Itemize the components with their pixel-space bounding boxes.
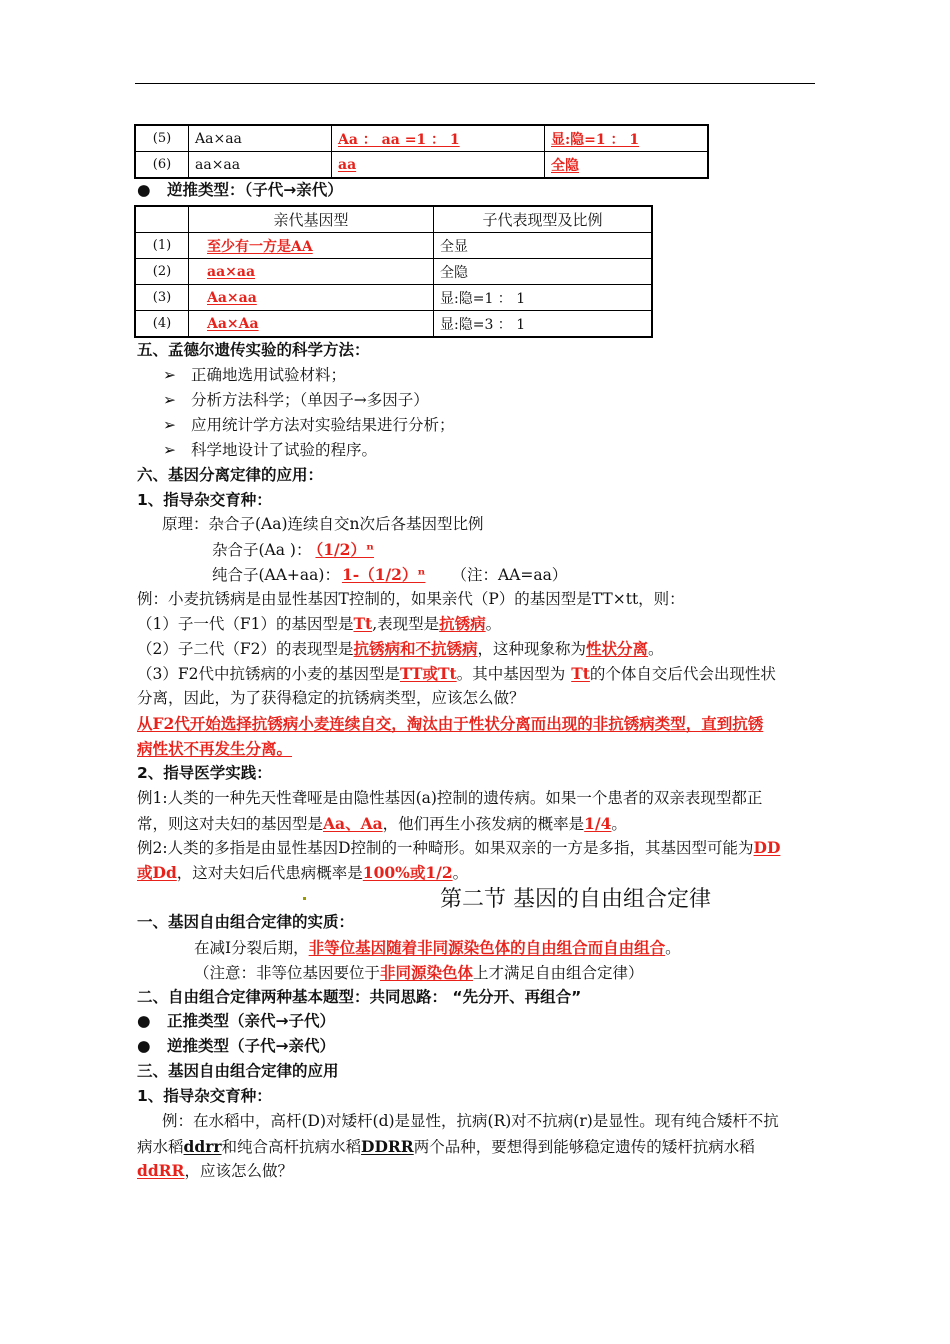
example-rice-end: ddRR，应该怎么做？ [137,1161,293,1180]
table-row [135,311,652,338]
arrow-bullet-icon: ➢ [163,416,176,434]
parent-genotype: Aa×aa [207,289,257,306]
offspring-ratio: aa [338,156,357,173]
example-1-cont: 常，则这对夫妇的基因型是Aa、Aa，他们再生小孩发病的概率是1/4。 [137,814,627,833]
section-heading: 第二节 基因的自由组合定律 [440,887,711,912]
subheading: 1、指导杂交育种： [137,491,272,509]
header-rule [135,83,815,84]
example-rice-cont: 病水稻ddrr和纯合高杆抗病水稻DDRR两个品种，要想得到能够稳定遗传的矮杆抗病水稻 [137,1137,755,1156]
question-2: （2）子二代（F2）的表现型是抗锈病和不抗锈病，这种现象称为性状分离。 [137,639,664,658]
forward-table-continued [134,124,709,179]
section-5-title: 五、孟德尔遗传实验的科学方法： [137,341,370,359]
section-6-title: 六、基因分离定律的应用： [137,466,324,484]
arrow-bullet-icon: ➢ [163,391,176,409]
table-row [135,259,652,285]
table-row [135,233,652,259]
parent-genotype: Aa×Aa [207,315,259,332]
phenotype: 全显 [434,233,653,259]
row-index: (2) [135,259,189,285]
answer-text: 从F2代开始选择抗锈病小麦连续自交，淘汰由于性状分离而出现的非抗锈病类型，直到抗锈 [137,714,764,733]
phenotype: 全隐 [434,259,653,285]
table-row [135,285,652,311]
homozygote-line: 纯合子(AA+aa)： 1-（1/2）ⁿ （注：AA=aa） [212,565,568,584]
part-1-note: （注意：非等位基因要位于非同源染色体上才满足自由组合定律） [194,963,644,982]
parent-genotype: aa×aa [207,263,256,280]
phenotype-ratio: 显:隐=1 ： 1 [551,131,640,148]
parent-genotype: Aa×aa [189,125,332,152]
row-index: (3) [135,285,189,311]
list-item: ➢ 分析方法科学；（单因子→多因子） [163,388,843,413]
phenotype: 显:隐=1 ： 1 [434,285,653,311]
question-1: （1）子一代（F1）的基因型是Tt,表现型是抗锈病。 [137,614,502,633]
example-text: 例：小麦抗锈病是由显性基因T控制的，如果亲代（P）的基因型是TT×tt，则： [137,590,685,608]
principle-text: 原理：杂合子(Aa)连续自交n次后各基因型比例 [162,515,484,533]
example-1: 例1:人类的一种先天性聋哑是由隐性基因(a)控制的遗传病。如果一个患者的双亲表现型都正 [137,789,763,807]
list-item: ➢ 应用统计学方法对实验结果进行分析； [163,413,843,438]
reverse-table [134,205,653,338]
subheading: 1、指导杂交育种： [137,1087,272,1105]
list-item: ➢ 科学地设计了试验的程序。 [163,438,843,463]
example-2: 例2:人类的多指是由显性基因D控制的一种畸形。如果双亲的一方是多指，其基因型可能为DD [137,838,781,857]
arrow-bullet-icon: ➢ [163,366,176,384]
parent-genotype: aa×aa [189,152,332,179]
bullet-icon: ● [137,181,151,199]
parent-genotype: 至少有一方是AA [207,238,313,255]
part-2-title: 二、自由组合定律两种基本题型：共同思路： “先分开、再组合” [137,988,582,1006]
bullet-icon: ● [137,1037,151,1055]
table-row [135,152,708,179]
offspring-ratio: Aa ： aa =1 ： 1 [338,131,460,148]
part-1-line: 在减Ⅰ分裂后期，非等位基因随着非同源染色体的自由组合而自由组合。 [194,938,681,957]
row-index: (1) [135,233,189,259]
column-header: 子代表现型及比例 [434,206,653,233]
example-2-cont: 或Dd，这对夫妇后代患病概率是100%或1/2。 [137,863,469,882]
example-rice: 例：在水稻中，高杆(D)对矮杆(d)是显性，抗病(R)对不抗病(r)是显性。现有纯合矮杆不抗 [162,1112,779,1130]
table-row [135,125,708,152]
list-item: ➢ 正确地选用试验材料； [163,363,843,388]
subheading: 2、指导医学实践： [137,764,272,782]
column-header: 亲代基因型 [189,206,434,233]
part-1-title: 一、基因自由组合定律的实质： [137,913,355,931]
bullet-icon: ● [137,1012,151,1030]
answer-text-cont: 病性状不再发生分离。 [137,739,293,758]
row-index: (5) [135,125,189,152]
question-3-cont: 分离，因此，为了获得稳定的抗锈病类型，应该怎么做？ [137,689,525,707]
bullet-reverse: ● 逆推类型（子代→亲代） [137,1034,817,1059]
stray-dot [303,897,306,900]
row-index: (4) [135,311,189,338]
phenotype: 显:隐=3 ： 1 [434,311,653,338]
table-header-row [135,206,652,233]
arrow-bullet-icon: ➢ [163,441,176,459]
heterozygote-line: 杂合子(Aa )： （1/2）ⁿ [212,540,374,559]
part-3-title: 三、基因自由组合定律的应用 [137,1062,339,1080]
phenotype-ratio: 全隐 [551,157,579,174]
question-3: （3）F2代中抗锈病的小麦的基因型是TT或Tt。其中基因型为 Tt的个体自交后代会出现性状 [137,664,776,683]
bullet-forward: ● 正推类型（亲代→子代） [137,1009,817,1034]
row-index: (6) [135,152,189,179]
reverse-type-heading: ● 逆推类型：（子代→亲代） [137,178,817,203]
